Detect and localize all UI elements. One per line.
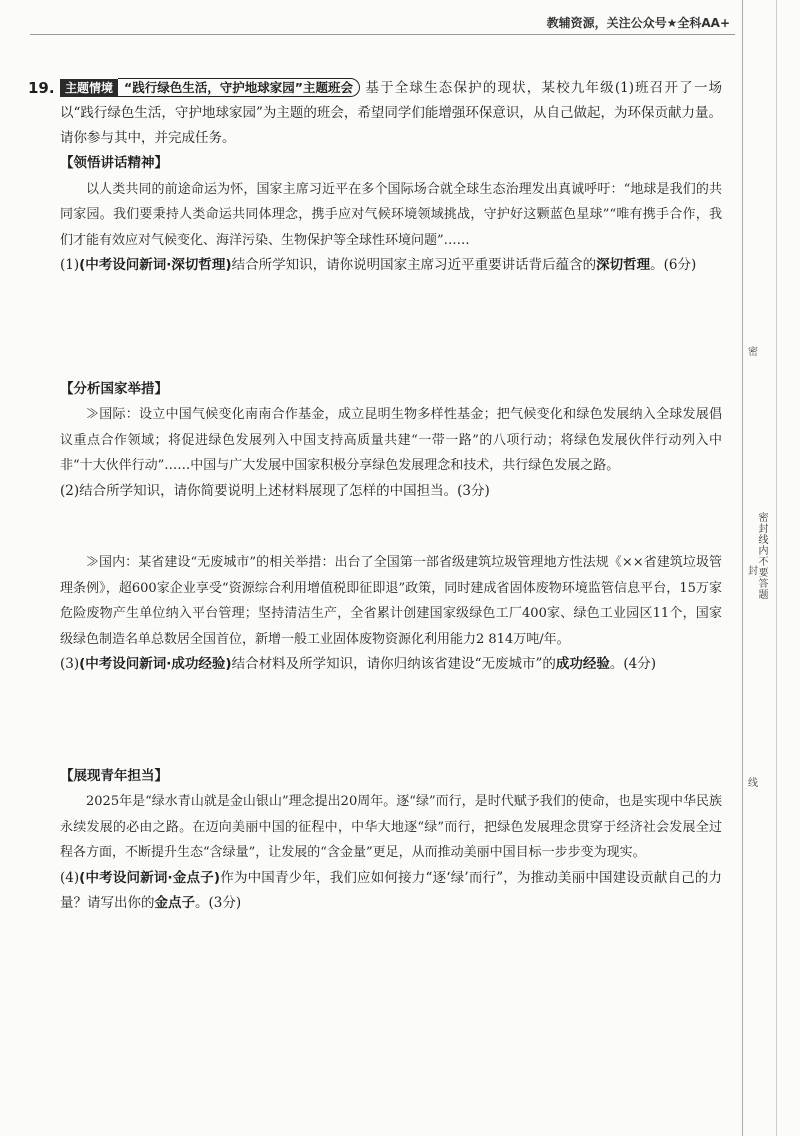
binding-char-mi: 密 [748, 347, 758, 358]
question-content [60, 76, 722, 917]
question-number: 19. [28, 79, 55, 97]
header-note: 教辅资源，关注公众号★全科AA+ [546, 16, 730, 30]
q1-text-b: 。(6分) [650, 257, 697, 273]
q3-bold: 成功经验 [555, 656, 610, 672]
question-intro [60, 76, 722, 151]
q1-number: (1) [60, 257, 80, 273]
answer-space-2[interactable] [60, 504, 722, 550]
q3-text-a: 结合材料及所学知识，请你归纳该省建设“无废城市”的 [231, 656, 556, 672]
q4-number: (4) [60, 869, 80, 886]
header-divider [30, 34, 735, 35]
binding-char-xian: 线 [748, 778, 758, 789]
binding-line-outer [776, 0, 777, 1136]
q3-number: (3) [60, 656, 80, 672]
material-international: ≫国际：设立中国气候变化南南合作基金，成立昆明生物多样性基金；把气候变化和绿色发展纳入全球发展倡议重点合作领域；将促进绿色发展列入中国支持高质量共建“一带一路”的八项行动；将绿色发展伙伴行动列入中非“十大伙伴行动”……中国与广大发展中国家积极分享绿色发展理念和技术，共行绿色发展之路。 [60, 407, 722, 473]
binding-line [742, 0, 743, 1136]
intro-tail: 基于全球生态保护的现状，某校九年级 [365, 80, 615, 96]
q4-bold: 金点子 [154, 895, 195, 911]
q3-tag: (中考设问新词·成功经验) [79, 656, 232, 672]
binding-notice: 密封线内不要答题 [756, 512, 767, 600]
question-2: (2)结合所学知识，请你简要说明上述材料展现了怎样的中国担当。(3分) [60, 482, 490, 499]
q1-text-a: 结合所学知识，请你说明国家主席习近平重要讲话背后蕴含的 [231, 257, 597, 273]
q1-tag: (中考设问新词·深切哲理) [79, 257, 232, 273]
theme-tag: 主题情境 [60, 79, 118, 97]
material-youth: 2025年是“绿水青山就是金山银山”理念提出20周年。逐“绿”而行，是时代赋予我们的使命，也是实现中华民族永续发展的必由之路。在迈向美丽中国的征程中，中华大地逐“绿”而行，把绿色发展理念贯穿于经济社会发展全过程各方面，不断提升生态“含绿量”，让发展的“含金量”更足，从而推动美丽中国目标一步步变为现实。 [60, 794, 722, 860]
material-domestic: ≫国内：某省建设“无废城市”的相关举措：出台了全国第一部省级建筑垃圾管理地方性法规《××省建筑垃圾管理条例》，超600家企业享受“资源综合利用增值税即征即退”政策，同时建成省固体废物环境监管信息平台，15万家危险废物产生单位纳入平台管理；坚持清洁生产，全省累计创建国家级绿色工厂400家、绿色工业园区11个，国家级绿色制造名单总数居全国首位，新增一般工业固体废物资源化利用能力2 814万吨/年。 [60, 555, 722, 647]
theme-title: “践行绿色生活，守护地球家园”主题班会 [118, 78, 360, 97]
question-1 [60, 253, 722, 279]
q4-text-a: 作为中国青少年，我们应如何接力“逐‘绿’而行”，为推动美丽中国建设贡献自己的力量？请写出你的 [60, 869, 722, 911]
binding-char-feng: 封 [748, 566, 758, 577]
question-3 [60, 652, 722, 678]
q4-tag: (中考设问新词·金点子) [79, 869, 221, 886]
question-4 [60, 866, 722, 917]
section-title-national: 【分析国家举措】 [60, 380, 168, 397]
answer-space-3[interactable] [60, 678, 722, 764]
answer-space-1[interactable] [60, 279, 722, 377]
intro-rest: (1)班召开了一场以“践行绿色生活，守护地球家园”为主题的班会，希望同学们能增强环保意识，从自己做起，为环保贡献力量。请你参与其中，并完成任务。 [60, 80, 722, 146]
q3-text-b: 。(4分) [609, 656, 657, 672]
section-title-speech: 【领悟讲话精神】 [60, 155, 168, 171]
material-speech: 以人类共同的前途命运为怀，国家主席习近平在多个国际场合就全球生态治理发出真诚呼吁：“地球是我们的共同家园。我们要秉持人类命运共同体理念，携手应对气候环境领域挑战，守护好这颗蓝色星球”“唯有携手合作，我们才能有效应对气候变化、海洋污染、生物保护等全球性环境问题”…… [60, 181, 722, 248]
q4-text-b: 。(3分) [195, 895, 242, 911]
section-title-youth: 【展现青年担当】 [60, 767, 168, 784]
q1-bold: 深切哲理 [596, 257, 651, 273]
